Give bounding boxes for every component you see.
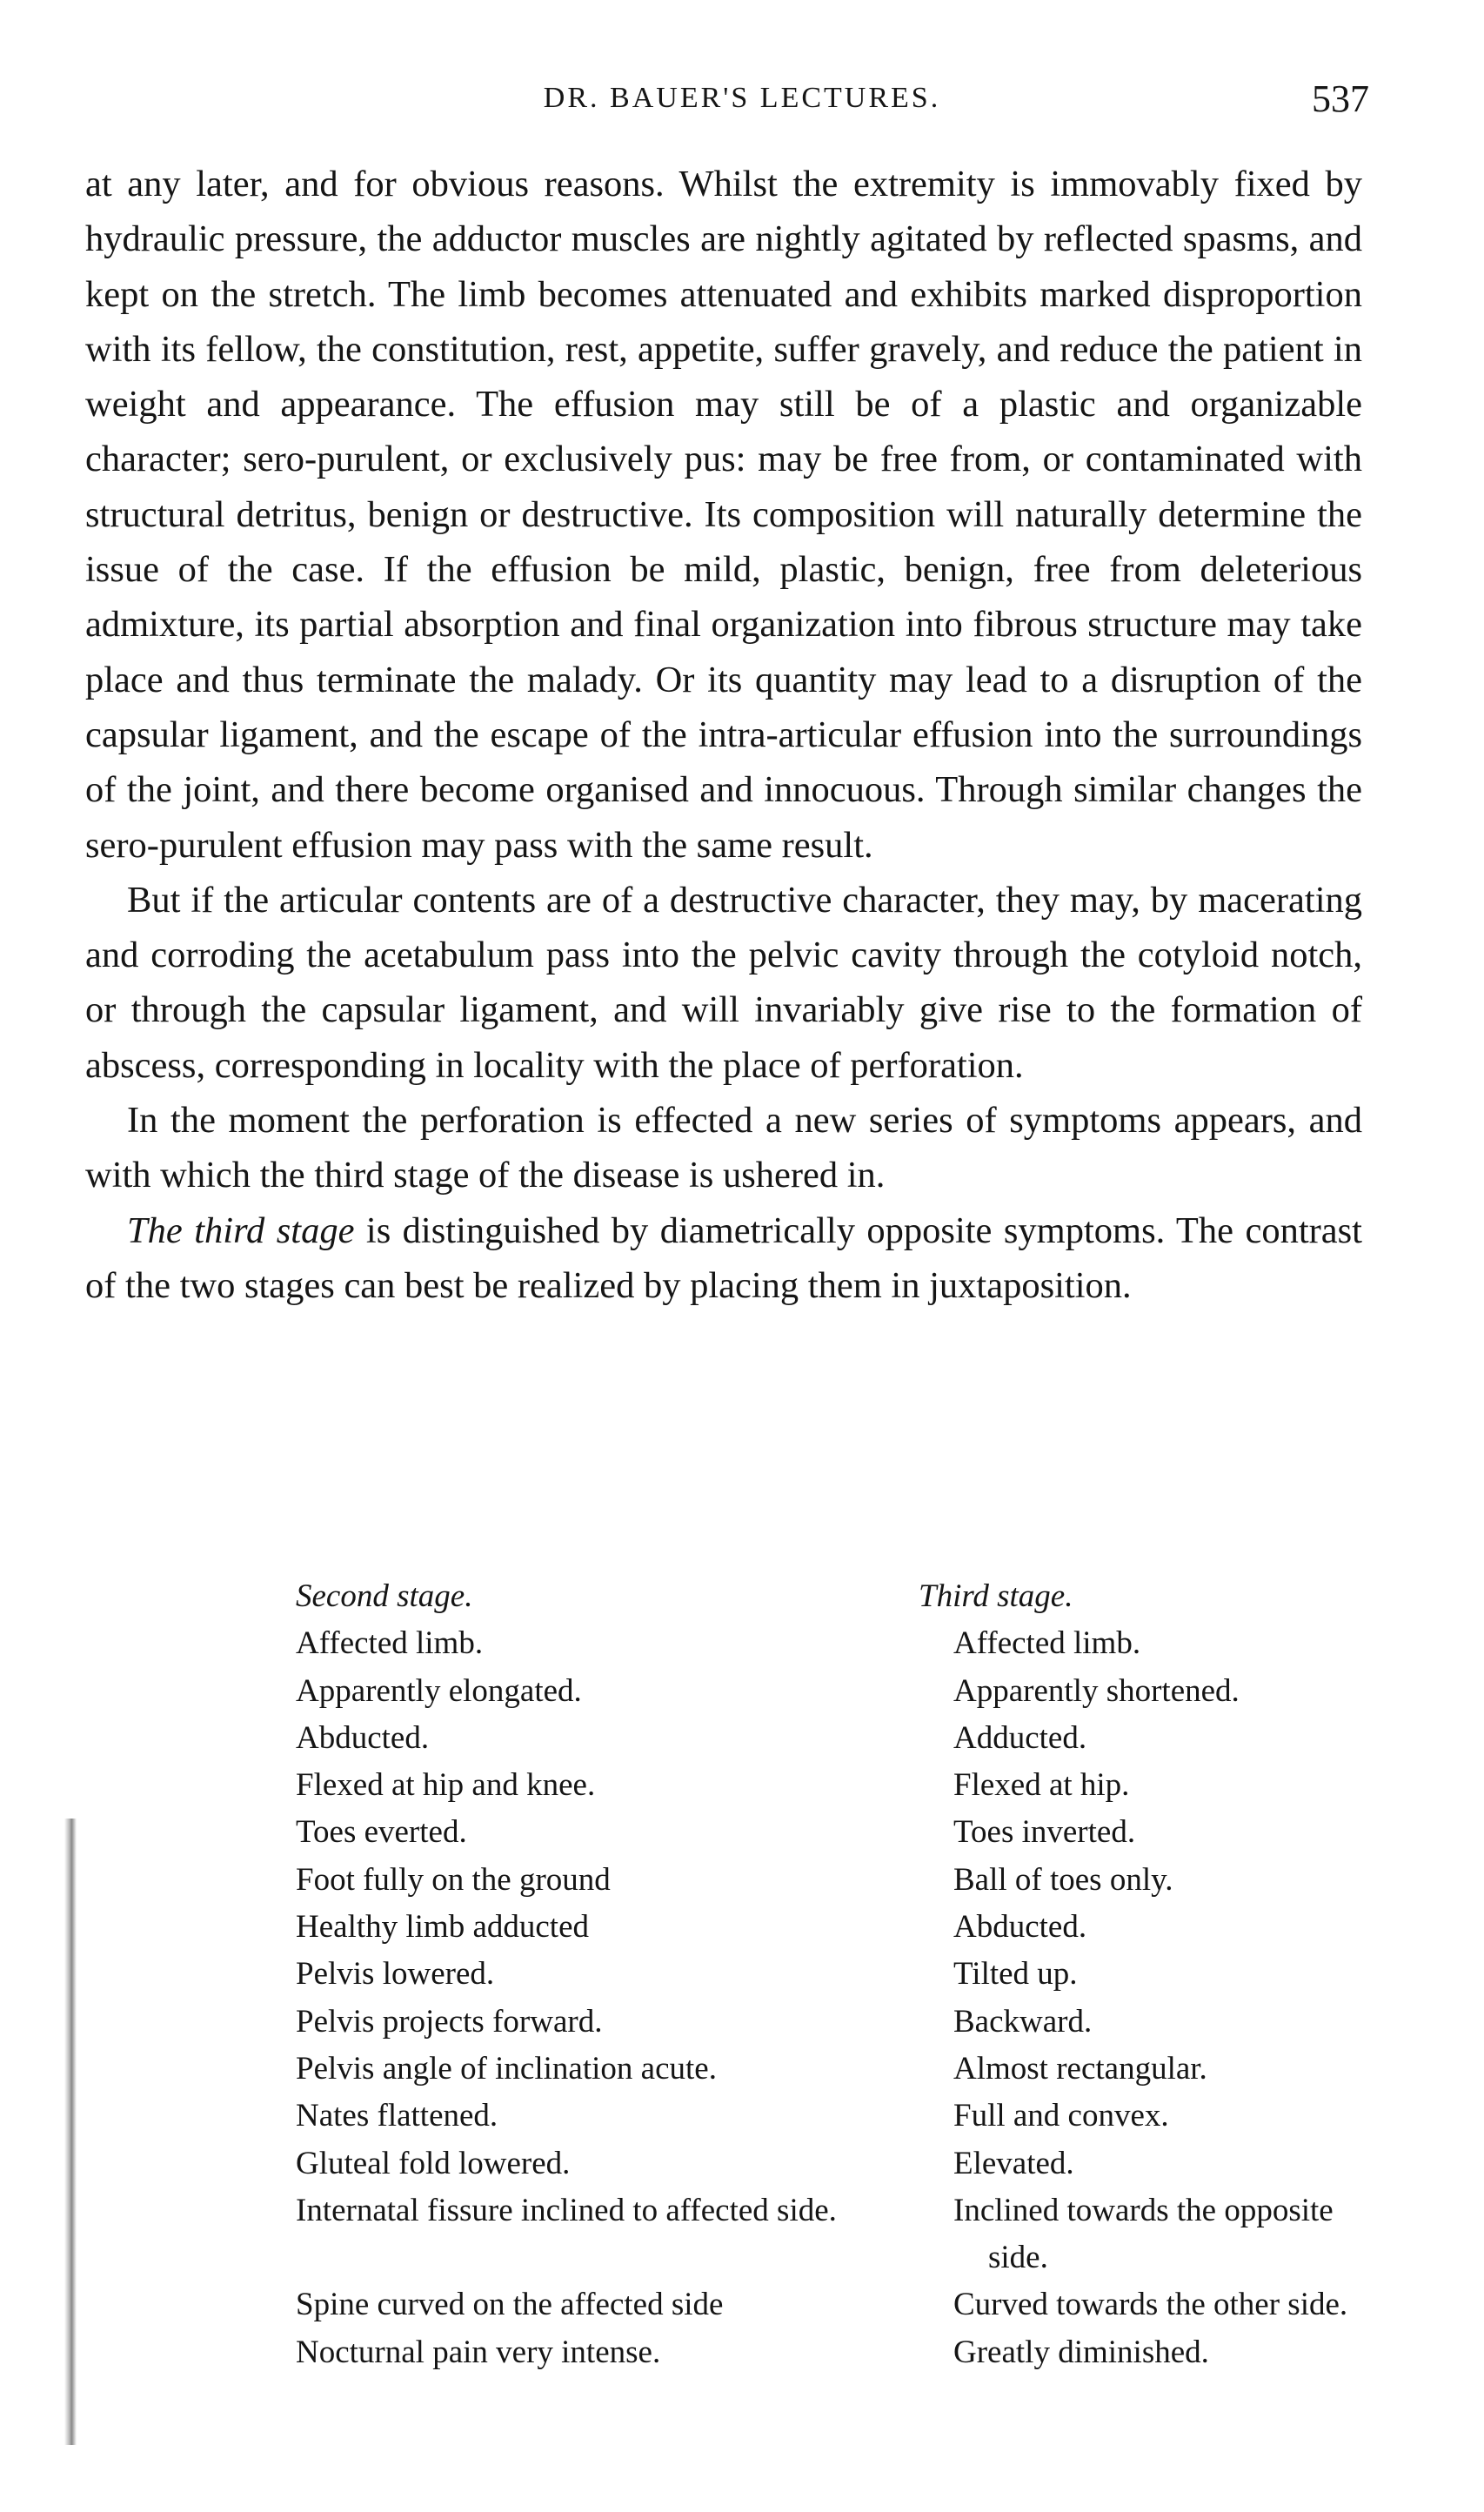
comparison-row	[296, 1809, 1374, 1856]
third-stage-cell: Tilted up.	[953, 1956, 1078, 1993]
second-stage-cell: Pelvis angle of inclination acute.	[296, 2050, 717, 2087]
comparison-row	[296, 1904, 1374, 1951]
second-stage-cell: Abducted.	[296, 1719, 430, 1756]
third-stage-heading: Third stage.	[919, 1578, 1073, 1614]
third-stage-cell: Curved towards the other side.	[953, 2287, 1348, 2323]
comparison-row	[296, 1951, 1374, 1998]
third-stage-cell: Elevated.	[953, 2145, 1074, 2181]
second-stage-cell: Pelvis projects forward.	[296, 2003, 603, 2040]
comparison-row	[296, 1857, 1374, 1904]
third-stage-cell: Full and convex.	[953, 2098, 1169, 2134]
third-stage-cell: Inclined towards the opposite side.	[953, 2192, 1334, 2276]
second-stage-cell: Internatal fissure inclined to affected side.	[296, 2192, 837, 2228]
third-stage-cell: Backward.	[953, 2003, 1093, 2040]
second-stage-cell: Pelvis lowered.	[296, 1956, 495, 1993]
third-stage-text: is distinguished by diametrically opposite symptoms. The contrast of the two stages can best be realized by placing them in juxtaposition.	[85, 1209, 1362, 1306]
second-stage-cell: Gluteal fold lowered.	[296, 2145, 571, 2181]
third-stage-cell: Toes inverted.	[953, 1814, 1136, 1851]
comparison-row	[296, 1715, 1374, 1762]
third-stage-cell: Almost rectangular.	[953, 2050, 1207, 2087]
third-stage-cell: Apparently shortened.	[953, 1672, 1240, 1709]
second-stage-cell: Affected limb.	[296, 1625, 484, 1662]
running-head	[0, 77, 1484, 129]
running-title: DR. BAUER'S LECTURES.	[543, 82, 941, 114]
third-stage-cell: Ball of toes only.	[953, 1861, 1173, 1898]
comparison-row	[296, 2093, 1374, 2140]
paragraph-perforation: In the moment the perforation is effected a new series of symptoms appears, and with which the third stage of the disease is ushered in.	[85, 1100, 1362, 1196]
paragraph-third-stage	[85, 1203, 1362, 1314]
comparison-header-row	[296, 1573, 1374, 1620]
second-stage-cell: Nates flattened.	[296, 2098, 498, 2134]
comparison-row	[296, 2140, 1374, 2187]
second-stage-cell: Foot fully on the ground	[296, 1861, 611, 1898]
comparison-row	[296, 1999, 1374, 2046]
paragraph-destructive-contents: But if the articular contents are of a destructive character, they may, by macerating and corroding the acetabulum pass into the pelvic cavity through the cotyloid notch, or through the capsular ligament, and will invariably give rise to the formation of abscess, corresponding in locality with the place of perforation.	[85, 879, 1362, 1086]
second-stage-cell: Healthy limb adducted	[296, 1909, 590, 1946]
page-number: 537	[1312, 77, 1369, 120]
comparison-row	[296, 1668, 1374, 1715]
third-stage-cell: Affected limb.	[953, 1625, 1141, 1662]
second-stage-cell: Spine curved on the affected side	[296, 2287, 724, 2323]
body-text	[85, 157, 1362, 1313]
third-stage-cell: Adducted.	[953, 1719, 1087, 1756]
stage-comparison-table	[296, 1573, 1374, 2376]
second-stage-cell: Nocturnal pain very intense.	[296, 2334, 661, 2370]
comparison-row	[296, 2187, 1374, 2282]
third-stage-cell: Flexed at hip.	[953, 1767, 1130, 1804]
third-stage-lead: The third stage	[127, 1209, 355, 1251]
comparison-row	[296, 2281, 1374, 2328]
comparison-row	[296, 2329, 1374, 2376]
comparison-row	[296, 1762, 1374, 1809]
comparison-row	[296, 1620, 1374, 1667]
third-stage-cell: Greatly diminished.	[953, 2334, 1209, 2370]
second-stage-cell: Flexed at hip and knee.	[296, 1767, 596, 1804]
second-stage-cell: Apparently elongated.	[296, 1672, 582, 1709]
paragraph-continuation: at any later, and for obvious reasons. Whilst the extremity is immovably fixed by hydraulic pressure, the adductor muscles are nightly agitated by reflected spasms, and kept on the stretch. The limb becomes attenuated and exhibits marked disproportion with its fellow, the constitution, rest, appetite, suffer gravely, and reduce the patient in weight and appearance. The effusion may still be of a plastic and organizable character; sero-purulent, or exclusively pus: may be free from, or contaminated with structural detritus, benign or destructive. Its composition will naturally determine the issue of the case. If the effusion be mild, plastic, benign, free from deleterious admixture, its partial absorption and final organization into fibrous structure may take place and thus terminate the malady. Or its quantity may lead to a disruption of the capsular ligament, and the escape of the intra-articular effusion into the surroundings of the joint, and there become organised and innocuous. Through similar changes the sero-purulent effusion may pass with the same result.	[85, 164, 1362, 866]
second-stage-heading: Second stage.	[296, 1578, 473, 1614]
page-binding-shadow	[64, 1819, 77, 2445]
comparison-row	[296, 2046, 1374, 2093]
second-stage-cell: Toes everted.	[296, 1814, 467, 1851]
third-stage-cell: Abducted.	[953, 1909, 1087, 1946]
